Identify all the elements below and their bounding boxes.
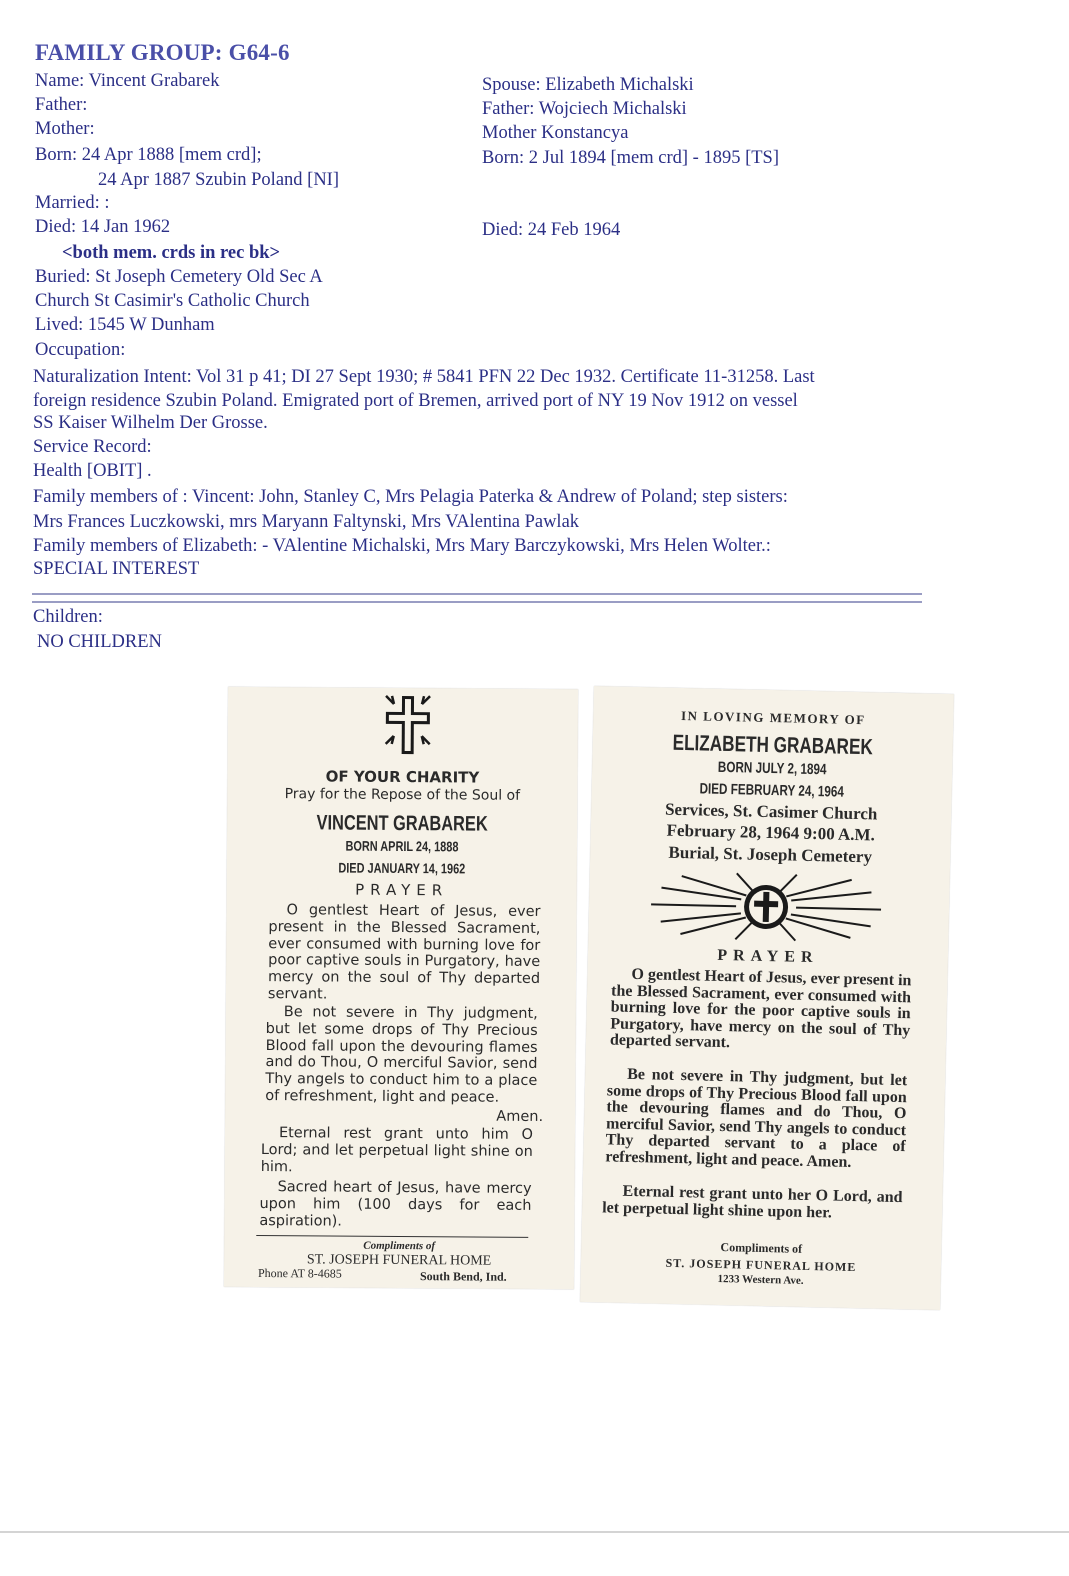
person-born-alt: 24 Apr 1887 Szubin Poland [NI] (98, 170, 339, 190)
memory-heading: IN LOVING MEMORY OF (680, 707, 866, 728)
deceased-name: VINCENT GRABAREK (316, 811, 488, 836)
children-value: NO CHILDREN (37, 632, 162, 652)
funeral-home: ST. JOSEPH FUNERAL HOME (665, 1255, 857, 1275)
person-married: Married: : (35, 193, 110, 213)
person-died: Died: 14 Jan 1962 (35, 217, 171, 237)
spouse-died: Died: 24 Feb 1964 (482, 220, 621, 240)
cross-icon (380, 692, 436, 756)
prayer-paragraph-3: Eternal rest grant unto him O Lord; and let perpetual light shine on him. (260, 1125, 534, 1175)
naturalization-line-2: foreign residence Szubin Poland. Emigrated port of Bremen, arrived port of NY 19 Nov 1912 on vessel (33, 391, 798, 411)
person-father: Father: (35, 95, 88, 115)
services-date: February 28, 1964 9:00 A.M. (666, 820, 876, 845)
burial-line: Burial, St. Joseph Cemetery (668, 842, 873, 867)
memorial-card-vincent (224, 687, 578, 1289)
prayer-title: PRAYER (717, 946, 819, 967)
services-line: Services, St. Casimer Church (664, 799, 878, 824)
prayer-paragraph-2: Be not severe in Thy judgment, but let some drops of Thy Precious Blood fall upon the devouring flames and do Thou, O merciful Savior, send Thy angels to conduct him to a place of refreshment, light and peace. (265, 1004, 538, 1106)
compliments-label: Compliments of (720, 1240, 803, 1256)
person-church: Church St Casimir's Catholic Church (35, 291, 310, 311)
funeral-home-address: 1233 Western Ave. (717, 1272, 804, 1287)
service-record: Service Record: (33, 437, 152, 457)
radiant-cross-icon (640, 869, 892, 945)
prayer-paragraph-1: O gentlest Heart of Jesus, ever present in the Blessed Sacrament, ever consumed with burning love for poor captive souls in Purgatory, have mercy on the soul of Thy departed servant. (267, 902, 541, 1003)
memorial-card-elizabeth (580, 686, 954, 1310)
children-label: Children: (33, 607, 103, 627)
person-born: Born: 24 Apr 1888 [mem crd]; (35, 145, 262, 165)
prayer-paragraph-3: Eternal rest grant unto her O Lord, and let perpetual light shine upon her. (602, 1182, 903, 1222)
family-vincent-line-2: Mrs Frances Luczkowski, mrs Maryann Faltynski, Mrs VAlentina Pawlak (33, 512, 580, 532)
prayer-paragraph-2: Be not severe in Thy judgment, but let some drops of Thy Precious Blood fall upon the devouring flames and do Thou, O merciful Savior, send Thy angels to conduct Thy departed servant to a place of refreshment, light and peace. Amen. (605, 1065, 908, 1171)
page-title: FAMILY GROUP: G64-6 (35, 40, 290, 65)
section-divider (32, 593, 922, 603)
person-lived: Lived: 1545 W Dunham (35, 315, 215, 335)
page-bottom-edge (0, 1531, 1069, 1533)
funeral-home-city: South Bend, Ind. (419, 1269, 507, 1284)
person-buried: Buried: St Joseph Cemetery Old Sec A (35, 267, 323, 287)
family-vincent-line-1: Family members of : Vincent: John, Stanley C, Mrs Pelagia Paterka & Andrew of Poland; step sisters: (33, 487, 788, 507)
prayer-title: PRAYER (355, 880, 449, 900)
pray-line: Pray for the Repose of the Soul of (284, 786, 521, 804)
spouse-mother: Mother Konstancya (482, 123, 629, 143)
died-date: DIED FEBRUARY 24, 1964 (699, 780, 845, 801)
funeral-home: ST. JOSEPH FUNERAL HOME (306, 1252, 492, 1269)
footer-rule (256, 1235, 528, 1238)
person-mother: Mother: (35, 119, 95, 139)
died-date: DIED JANUARY 14, 1962 (338, 859, 466, 877)
records-note: <both mem. crds in rec bk> (62, 243, 281, 263)
funeral-home-phone: Phone AT 8-4685 (257, 1266, 342, 1281)
prayer-paragraph-1: O gentlest Heart of Jesus, ever present in the Blessed Sacrament, ever consumed with burning love for the poor captive souls in Purgatory, have mercy on the soul of Thy departed servant. (609, 965, 912, 1052)
deceased-name: ELIZABETH GRABAREK (672, 729, 874, 760)
compliments-label: Compliments of (363, 1239, 436, 1253)
spouse-born: Born: 2 Jul 1894 [mem crd] - 1895 [TS] (482, 148, 779, 168)
person-occupation: Occupation: (35, 340, 126, 360)
person-name: Name: Vincent Grabarek (35, 71, 220, 91)
prayer-paragraph-4: Sacred heart of Jesus, have mercy upon him (100 days for each aspiration). (259, 1179, 532, 1230)
born-date: BORN JULY 2, 1894 (717, 758, 827, 779)
naturalization-line-3: SS Kaiser Wilhelm Der Grosse. (33, 413, 268, 433)
spouse-name: Spouse: Elizabeth Michalski (482, 75, 694, 95)
amen: Amen. (496, 1108, 544, 1125)
born-date: BORN APRIL 24, 1888 (345, 837, 459, 855)
charity-heading: OF YOUR CHARITY (325, 767, 480, 787)
special-interest: SPECIAL INTEREST (33, 559, 200, 579)
family-elizabeth: Family members of Elizabeth: - VAlentine Michalski, Mrs Mary Barczykowski, Mrs Helen Wolter.: (33, 536, 771, 556)
naturalization-line-1: Naturalization Intent: Vol 31 p 41; DI 27 Sept 1930; # 5841 PFN 22 Dec 1932. Certificate 11-31258. Last (33, 367, 815, 387)
spouse-father: Father: Wojciech Michalski (482, 99, 687, 119)
health: Health [OBIT] . (33, 461, 152, 481)
